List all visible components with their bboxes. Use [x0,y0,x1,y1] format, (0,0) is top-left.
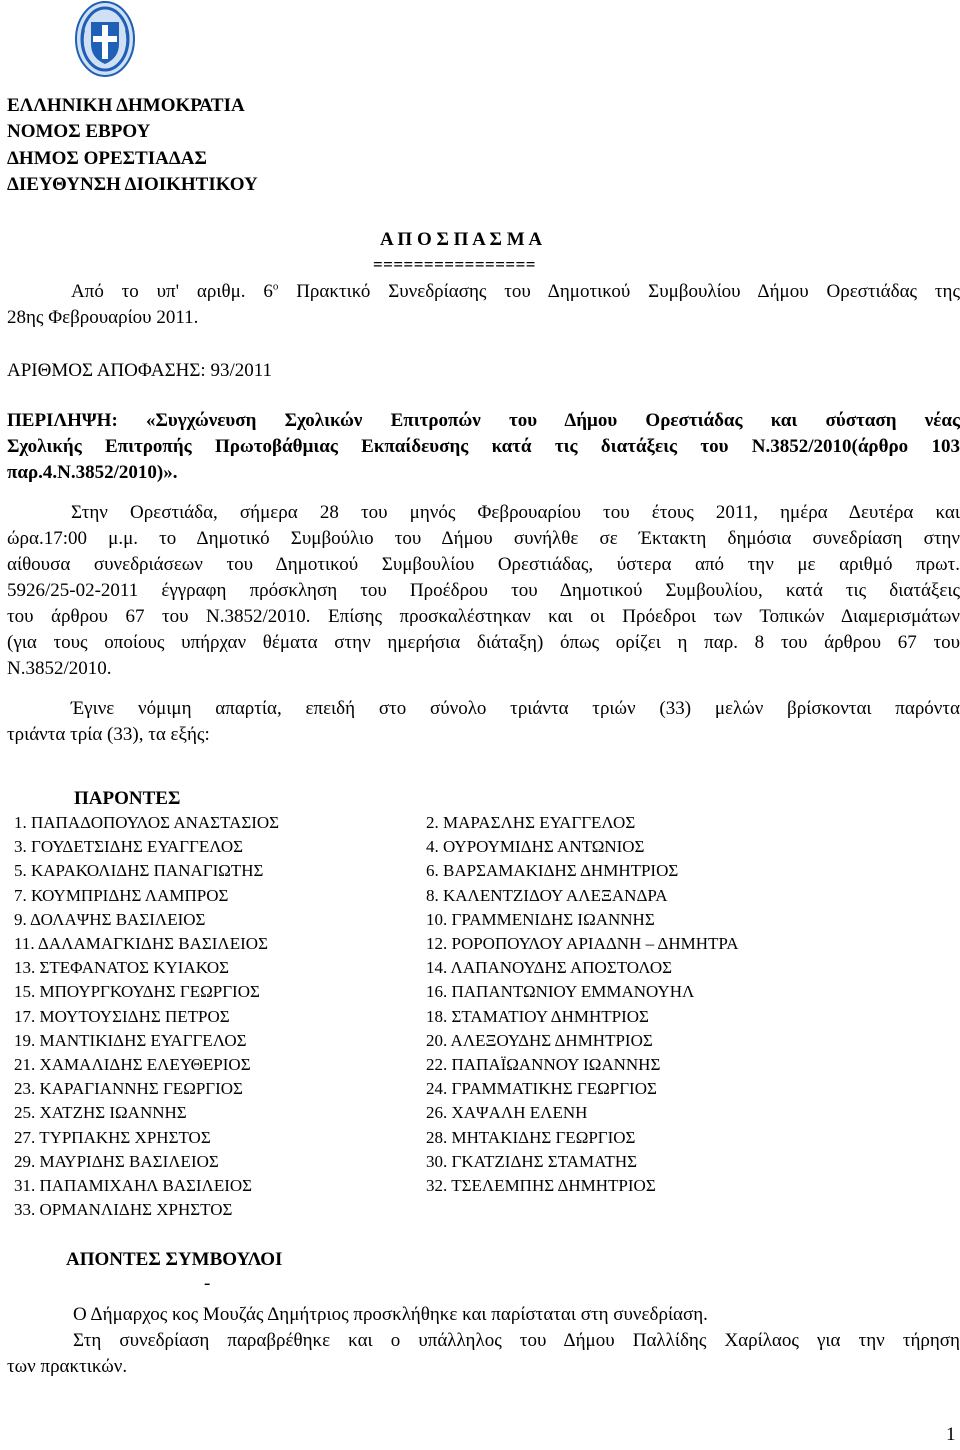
present-member: 1. ΠΑΠΑΔΟΠΟΥΛΟΣ ΑΝΑΣΤΑΣΙΟΣ [14,813,280,832]
title-underline: ================ [373,255,536,274]
body-line-6: (για τους οποίους υπήρχαν θέματα στην ημερήσια διάταξη) όπως ορίζει η παρ. 8 του άρθρου 67 του [7,632,960,653]
present-member: 10. ΓΡΑΜΜΕΝΙΔΗΣ ΙΩΑΝΝΗΣ [426,909,655,929]
present-member: 27. ΤΥΡΠΑΚΗΣ ΧΡΗΣΤΟΣ [14,1127,211,1147]
body-line-2: ώρα.17:00 μ.μ. το Δημοτικό Συμβούλιο του Δήμου συνήλθε σε Έκτακτη δημόσια συνεδρίαση στην [7,528,960,549]
present-member: 15. ΜΠΟΥΡΓΚΟΥΔΗΣ ΓΕΩΡΓΙΟΣ [14,982,260,1002]
present-member: 21. ΧΑΜΑΛΙΔΗΣ ΕΛΕΥΘΕΡΙΟΣ [14,1055,251,1074]
present-member: 29. ΜΑΥΡΙΔΗΣ ΒΑΣΙΛΕΙΟΣ [14,1151,219,1171]
present-member: 20. ΑΛΕΞΟΥΔΗΣ ΔΗΜΗΤΡΙΟΣ [426,1030,653,1050]
present-member: 11. ΔΑΛΑΜΑΓΚΙΔΗΣ ΒΑΣΙΛΕΙΟΣ [14,934,268,953]
greek-emblem-icon [74,0,136,78]
present-member: 3. ΓΟΥΔΕΤΣΙΔΗΣ ΕΥΑΓΓΕΛΟΣ [14,837,244,857]
body-line-7: Ν.3852/2010. [7,658,112,679]
present-member: 25. ΧΑΤΖΗΣ ΙΩΑΝΝΗΣ [14,1103,187,1123]
body-line-5: του άρθρου 67 του Ν.3852/2010. Επίσης προσκαλέστηκαν και οι Πρόεδροι των Τοπικών Διαμερισμάτων [7,606,960,627]
summary-line-3: παρ.4.Ν.3852/2010)». [7,462,178,483]
present-member: 9. ΔΟΛΑΨΗΣ ΒΑΣΙΛΕΙΟΣ [14,909,206,929]
present-member: 19. ΜΑΝΤΙΚΙΔΗΣ ΕΥΑΓΓΕΛΟΣ [14,1030,247,1050]
body-line-3: αίθουσα συνεδριάσεων του Δημοτικού Συμβουλίου Ορεστιάδας, ύστερα από την με αριθμό πρωτ. [7,554,960,575]
header-directorate: ΔΙΕΥΘΥΝΣΗ ΔΙΟΙΚΗΤΙΚΟΥ [7,174,258,195]
page-number: 1 [946,1424,956,1445]
present-member: 16. ΠΑΠΑΝΤΩΝΙΟΥ ΕΜΜΑΝΟΥΗΛ [426,982,695,1002]
present-member: 31. ΠΑΠΑΜΙΧΑΗΛ ΒΑΣΙΛΕΙΟΣ [14,1176,253,1195]
present-member: 14. ΛΑΠΑΝΟΥΔΗΣ ΑΠΟΣΤΟΛΟΣ [426,958,673,978]
present-heading: ΠΑΡΟΝΤΕΣ [74,788,181,809]
header-prefecture: ΝΟΜΟΣ ΕΒΡΟΥ [7,121,151,142]
present-member: 8. ΚΑΛΕΝΤΖΙΔΟΥ ΑΛΕΞΑΝΔΡΑ [426,885,668,905]
present-member: 12. ΡΟΡΟΠΟΥΛΟΥ ΑΡΙΑΔΝΗ – ΔΗΜΗΤΡΑ [426,934,739,953]
present-member: 2. ΜΑΡΑΣΛΗΣ ΕΥΑΓΓΕΛΟΣ [426,813,636,832]
present-member: 17. ΜΟΥΤΟΥΣΙΔΗΣ ΠΕΤΡΟΣ [14,1006,230,1026]
intro-line-1: Από το υπ' αριθμ. $6^o$ Πρακτικό Συνεδρίασης του Δημοτικού Συμβουλίου Δήμου Ορεστιάδας της [71,280,960,302]
quorum-line-2: τριάντα τρία (33), τα εξής: [7,724,210,745]
present-member: 32. ΤΣΕΛΕΜΠΗΣ ΔΗΜΗΤΡΙΟΣ [426,1176,656,1195]
absent-value: - [204,1273,211,1294]
present-member: 7. ΚΟΥΜΠΡΙΔΗΣ ΛΑΜΠΡΟΣ [14,885,229,905]
decision-number: ΑΡΙΘΜΟΣ ΑΠΟΦΑΣΗΣ: 93/2011 [7,360,273,381]
document-title: Α Π Ο Σ Π Α Σ Μ Α [380,229,543,250]
present-member: 22. ΠΑΠΑΪΩΑΝΝΟΥ ΙΩΑΝΝΗΣ [426,1055,661,1074]
body-line-1: Στην Ορεστιάδα, σήμερα 28 του μηνός Φεβρουαρίου του έτους 2011, ημέρα Δευτέρα και [71,502,960,523]
present-member: 13. ΣΤΕΦΑΝΑΤΟΣ ΚΥΙΑΚΟΣ [14,958,230,978]
closing-line-1: Ο Δήμαρχος κος Μουζάς Δημήτριος προσκλήθηκε και παρίσταται στη συνεδρίαση. [73,1304,708,1325]
closing-line-3: των πρακτικών. [7,1356,128,1377]
present-member: 4. ΟΥΡΟΥΜΙΔΗΣ ΑΝΤΩΝΙΟΣ [426,837,645,857]
header-municipality: ΔΗΜΟΣ ΟΡΕΣΤΙΑΔΑΣ [7,148,207,169]
present-member: 26. ΧΑΨΑΛΗ ΕΛΕΝΗ [426,1103,588,1123]
present-member: 33. ΟΡΜΑΝΛΙΔΗΣ ΧΡΗΣΤΟΣ [14,1200,233,1220]
present-member: 24. ΓΡΑΜΜΑΤΙΚΗΣ ΓΕΩΡΓΙΟΣ [426,1079,657,1099]
present-member: 23. ΚΑΡΑΓΙΑΝΝΗΣ ΓΕΩΡΓΙΟΣ [14,1079,243,1099]
summary-line-2: Σχολικής Επιτροπής Πρωτοβάθμιας Εκπαίδευσης κατά τις διατάξεις του Ν.3852/2010(άρθρο 103 [7,436,960,457]
present-member: 18. ΣΤΑΜΑΤΙΟΥ ΔΗΜΗΤΡΙΟΣ [426,1006,649,1026]
intro-line-2: 28ης Φεβρουαρίου 2011. [7,307,199,328]
present-member: 30. ΓΚΑΤΖΙΔΗΣ ΣΤΑΜΑΤΗΣ [426,1151,638,1171]
summary-line-1: ΠΕΡΙΛΗΨΗ: «Συγχώνευση Σχολικών Επιτροπών του Δήμου Ορεστιάδας και σύσταση νέας [7,410,960,431]
present-member: 28. ΜΗΤΑΚΙΔΗΣ ΓΕΩΡΓΙΟΣ [426,1127,636,1147]
quorum-line-1: Έγινε νόμιμη απαρτία, επειδή στο σύνολο τριάντα τριών (33) μελών βρίσκονται παρόντα [71,698,960,719]
present-member: 5. ΚΑΡΑΚΟΛΙΔΗΣ ΠΑΝΑΓΙΩΤΗΣ [14,861,264,881]
closing-line-2: Στη συνεδρίαση παραβρέθηκε και ο υπάλληλος του Δήμου Παλλίδης Χαρίλαος για την τήρηση [73,1330,960,1351]
body-line-4: 5926/25-02-2011 έγγραφη πρόσκληση του Προέδρου του Δημοτικού Συμβουλίου, κατά τις διατάξεις [7,580,960,601]
present-member: 6. ΒΑΡΣΑΜΑΚΙΔΗΣ ΔΗΜΗΤΡΙΟΣ [426,861,679,881]
absent-heading: ΑΠΟΝΤΕΣ ΣΥΜΒΟΥΛΟΙ [66,1249,283,1270]
header-country: ΕΛΛΗΝΙΚΗ ΔΗΜΟΚΡΑΤΙΑ [7,95,245,116]
